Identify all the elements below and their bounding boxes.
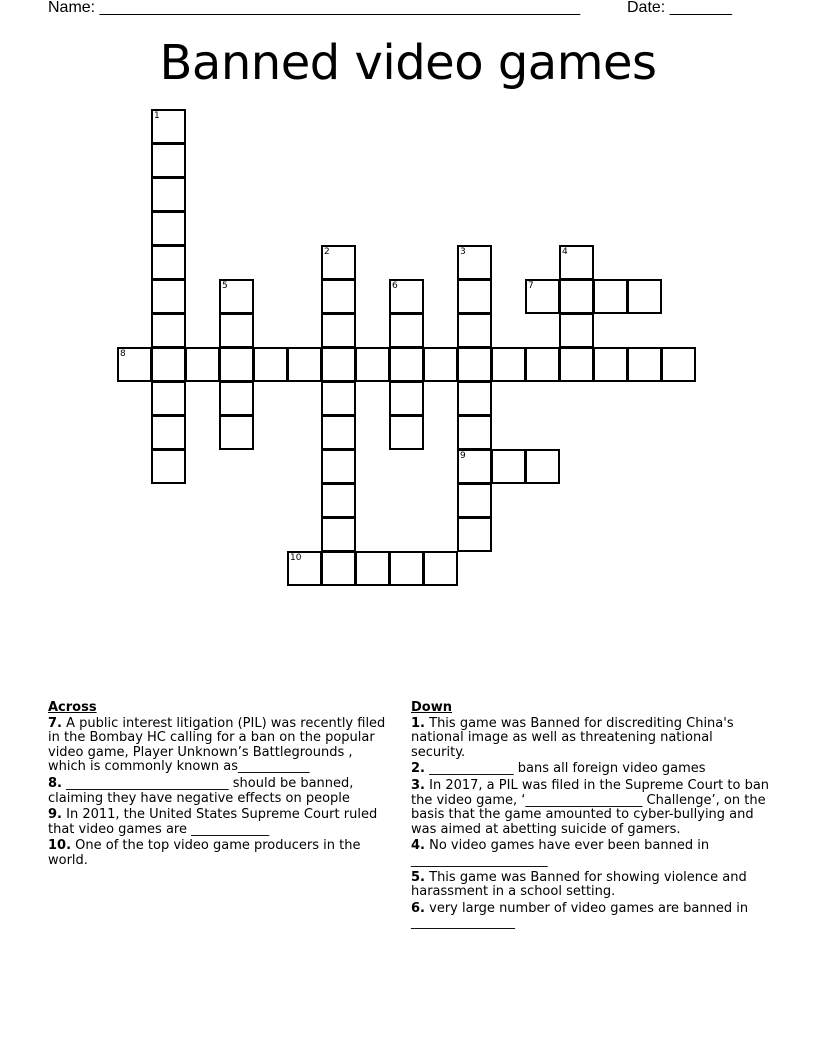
clue-number: 2. (411, 761, 425, 777)
crossword-cell[interactable] (457, 347, 492, 382)
crossword-cell[interactable] (559, 245, 594, 280)
clue-text: very large number of video games are banned in ________________ (411, 900, 749, 931)
crossword-cell[interactable] (219, 381, 254, 416)
crossword-cell[interactable] (219, 279, 254, 314)
crossword-cell[interactable] (151, 109, 186, 144)
clue-number-label: 1 (154, 111, 160, 121)
crossword-cell[interactable] (627, 279, 662, 314)
crossword-cell[interactable] (355, 347, 390, 382)
crossword-cell[interactable] (151, 449, 186, 484)
crossword-cell[interactable] (423, 347, 458, 382)
crossword-cell[interactable] (389, 551, 424, 586)
crossword-cell[interactable] (321, 347, 356, 382)
clue-number-label: 7 (528, 281, 534, 291)
crossword-cell[interactable] (321, 551, 356, 586)
clue-number-label: 2 (324, 247, 330, 257)
crossword-cell[interactable] (389, 415, 424, 450)
clue-number: 6. (411, 900, 425, 916)
crossword-cell[interactable] (287, 347, 322, 382)
crossword-cell[interactable] (151, 211, 186, 246)
crossword-cell[interactable] (491, 449, 526, 484)
crossword-cell[interactable] (321, 381, 356, 416)
down-clue (411, 839, 771, 868)
clue-text: In 2017, a PIL was filed in the Supreme Court to ban the video game, ‘__________________ Challenge’, on the basis that the game amounted to cyber-bullying and was aimed at abetting suicide of gamers. (411, 777, 770, 837)
crossword-cell[interactable] (457, 313, 492, 348)
crossword-cell[interactable] (525, 347, 560, 382)
clue-number: 8. (48, 775, 62, 791)
crossword-cell[interactable] (321, 415, 356, 450)
crossword-cell[interactable] (593, 279, 628, 314)
down-clue (411, 717, 771, 761)
crossword-cell[interactable] (559, 279, 594, 314)
crossword-cell[interactable] (287, 551, 322, 586)
crossword-cell[interactable] (219, 415, 254, 450)
clue-number: 3. (411, 777, 425, 793)
clue-number-label: 9 (460, 451, 466, 461)
crossword-cell[interactable] (627, 347, 662, 382)
crossword-cell[interactable] (525, 449, 560, 484)
crossword-cell[interactable] (321, 279, 356, 314)
down-clue (411, 871, 771, 900)
crossword-cell[interactable] (151, 245, 186, 280)
clue-number: 7. (48, 715, 62, 731)
across-clue (48, 839, 386, 868)
crossword-cell[interactable] (321, 313, 356, 348)
crossword-cell[interactable] (457, 245, 492, 280)
crossword-cell[interactable] (151, 279, 186, 314)
crossword-cell[interactable] (457, 449, 492, 484)
crossword-cell[interactable] (389, 279, 424, 314)
name-field-label: Name: ______________________________________________________ (48, 0, 581, 16)
page-title: Banned video games (159, 35, 657, 91)
across-clue (48, 777, 386, 806)
crossword-cell[interactable] (457, 381, 492, 416)
down-clue (411, 779, 771, 837)
crossword-cell[interactable] (321, 517, 356, 552)
crossword-cell[interactable] (593, 347, 628, 382)
crossword-cell[interactable] (151, 177, 186, 212)
clue-number-label: 4 (562, 247, 568, 257)
crossword-cell[interactable] (355, 551, 390, 586)
clue-text: This game was Banned for discrediting China's national image as well as threatening national security. (411, 715, 734, 760)
crossword-cell[interactable] (457, 415, 492, 450)
crossword-cell[interactable] (491, 347, 526, 382)
crossword-cell[interactable] (117, 347, 152, 382)
down-heading: Down (411, 700, 452, 715)
down-clue (411, 902, 771, 931)
crossword-cell[interactable] (559, 313, 594, 348)
crossword-cell[interactable] (219, 313, 254, 348)
clue-number: 5. (411, 869, 425, 885)
crossword-cell[interactable] (321, 449, 356, 484)
clue-text: _____________ bans all foreign video games (429, 761, 706, 777)
clue-number-label: 8 (120, 349, 126, 359)
across-heading: Across (48, 700, 97, 715)
crossword-cell[interactable] (457, 279, 492, 314)
clue-text: A public interest litigation (PIL) was recently filed in the Bombay HC calling for a ban on the popular video game, Player Unknown’s Battlegrounds , which is commonly known as___________ (48, 715, 386, 775)
crossword-cell[interactable] (457, 517, 492, 552)
across-clue (48, 717, 386, 775)
crossword-cell[interactable] (321, 245, 356, 280)
crossword-cell[interactable] (525, 279, 560, 314)
clue-number: 1. (411, 715, 425, 731)
crossword-cell[interactable] (389, 381, 424, 416)
across-clue (48, 808, 386, 837)
crossword-cell[interactable] (559, 347, 594, 382)
crossword-cell[interactable] (151, 381, 186, 416)
clue-text: In 2011, the United States Supreme Court ruled that video games are ____________ (48, 807, 378, 837)
clue-number-label: 6 (392, 281, 398, 291)
crossword-cell[interactable] (423, 551, 458, 586)
crossword-cell[interactable] (661, 347, 696, 382)
crossword-cell[interactable] (219, 347, 254, 382)
clue-text: _________________________ should be banned, claiming they have negative effects on people (48, 775, 354, 806)
clue-number: 4. (411, 838, 425, 854)
crossword-cell[interactable] (151, 313, 186, 348)
crossword-cell[interactable] (151, 415, 186, 450)
crossword-cell[interactable] (389, 313, 424, 348)
crossword-cell[interactable] (253, 347, 288, 382)
clue-number: 9. (48, 807, 62, 823)
crossword-cell[interactable] (185, 347, 220, 382)
crossword-cell[interactable] (321, 483, 356, 518)
date-field-label: Date: _______ (627, 0, 732, 16)
clue-text: This game was Banned for showing violence and harassment in a school setting. (411, 869, 747, 900)
crossword-cell[interactable] (457, 483, 492, 518)
across-clues (48, 701, 386, 871)
clue-number: 10. (48, 838, 72, 854)
crossword-cell[interactable] (151, 347, 186, 382)
clue-number-label: 3 (460, 247, 466, 257)
down-clues (411, 701, 771, 933)
clue-text: No video games have ever been banned in _____________________ (411, 838, 710, 868)
crossword-cell[interactable] (389, 347, 424, 382)
clue-number-label: 5 (222, 281, 228, 291)
clue-number-label: 10 (290, 553, 302, 563)
crossword-cell[interactable] (151, 143, 186, 178)
down-clue (411, 762, 771, 777)
clue-text: One of the top video game producers in the world. (48, 838, 361, 868)
